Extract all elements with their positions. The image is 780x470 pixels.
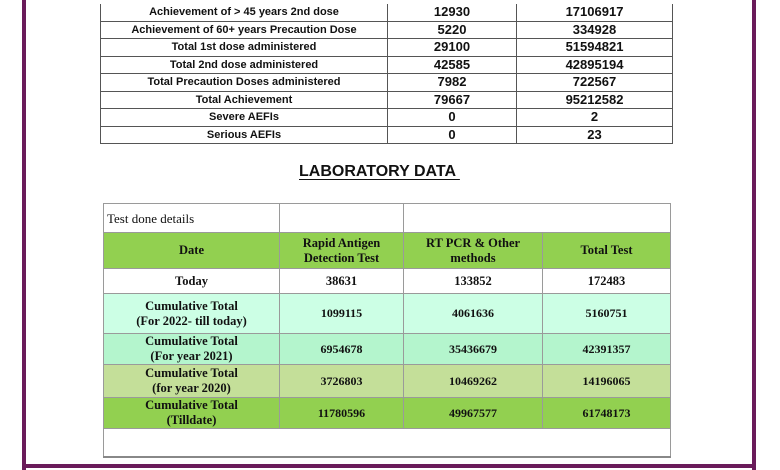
header-rapid bbox=[280, 233, 404, 269]
today-value: 5220 bbox=[388, 21, 517, 39]
cumulative-value: 23 bbox=[517, 126, 673, 144]
header-total bbox=[543, 233, 671, 269]
table-label: Test done details bbox=[104, 204, 280, 233]
date-cell bbox=[104, 269, 280, 294]
today-value: 0 bbox=[388, 126, 517, 144]
row-label: Achievement of 60+ years Precaution Dose bbox=[101, 21, 388, 39]
header-rtpcr bbox=[404, 233, 543, 269]
cumulative-value: 42895194 bbox=[517, 56, 673, 74]
date-cell bbox=[104, 398, 280, 429]
rtpcr-value: 49967577 bbox=[404, 398, 543, 429]
table-row bbox=[101, 56, 673, 74]
row-label: Total 2nd dose administered bbox=[101, 56, 388, 74]
header-rtpcr-line1: RT PCR & Other bbox=[425, 235, 521, 250]
cumulative-value: 334928 bbox=[517, 21, 673, 39]
today-value: 12930 bbox=[388, 4, 517, 21]
today-value: 29100 bbox=[388, 39, 517, 57]
table-row bbox=[104, 365, 671, 398]
header-date-label: Date bbox=[179, 243, 204, 257]
table-row bbox=[101, 74, 673, 92]
rapid-value: 38631 bbox=[280, 269, 404, 294]
table-row bbox=[101, 21, 673, 39]
row-label: Total Precaution Doses administered bbox=[101, 74, 388, 92]
cumulative-value: 17106917 bbox=[517, 4, 673, 21]
total-value: 42391357 bbox=[543, 334, 671, 365]
total-value: 5160751 bbox=[543, 294, 671, 334]
table-label-row bbox=[104, 204, 671, 233]
rtpcr-value: 133852 bbox=[404, 269, 543, 294]
header-rapid-line2: Detection Test bbox=[303, 250, 380, 265]
rapid-value: 1099115 bbox=[280, 294, 404, 334]
date-sublabel: (For year 2021) bbox=[150, 349, 233, 363]
total-value: 172483 bbox=[543, 269, 671, 294]
empty-cell bbox=[104, 429, 671, 458]
vaccination-table bbox=[100, 4, 673, 144]
empty-cell bbox=[280, 204, 404, 233]
date-sublabel: (for year 2020) bbox=[152, 381, 231, 395]
page-border-left bbox=[22, 0, 26, 470]
cumulative-value: 722567 bbox=[517, 74, 673, 92]
date-cell bbox=[104, 334, 280, 365]
header-date bbox=[104, 233, 280, 269]
table-row bbox=[104, 269, 671, 294]
rapid-value: 11780596 bbox=[280, 398, 404, 429]
table-row bbox=[104, 398, 671, 429]
date-sublabel: (Tilldate) bbox=[166, 413, 217, 427]
page-border-bottom bbox=[22, 464, 756, 468]
date-sublabel: (For 2022- till today) bbox=[136, 313, 247, 328]
date-label: Cumulative Total bbox=[145, 366, 238, 380]
date-cell bbox=[104, 294, 280, 334]
total-value: 61748173 bbox=[543, 398, 671, 429]
header-row bbox=[104, 233, 671, 269]
header-rtpcr-line2: methods bbox=[450, 250, 496, 265]
today-value: 42585 bbox=[388, 56, 517, 74]
date-label: Cumulative Total bbox=[145, 298, 238, 313]
page-border-right bbox=[752, 0, 756, 470]
today-value: 79667 bbox=[388, 91, 517, 109]
row-label: Severe AEFIs bbox=[101, 109, 388, 127]
row-label: Total Achievement bbox=[101, 91, 388, 109]
rtpcr-value: 35436679 bbox=[404, 334, 543, 365]
date-cell bbox=[104, 365, 280, 398]
cumulative-value: 51594821 bbox=[517, 39, 673, 57]
table-row bbox=[101, 91, 673, 109]
today-value: 0 bbox=[388, 109, 517, 127]
rtpcr-value: 10469262 bbox=[404, 365, 543, 398]
total-value: 14196065 bbox=[543, 365, 671, 398]
header-rapid-line1: Rapid Antigen bbox=[302, 235, 381, 250]
row-label: Achievement of > 45 years 2nd dose bbox=[101, 4, 388, 21]
table-row bbox=[104, 334, 671, 365]
header-total-label: Total Test bbox=[580, 243, 633, 257]
date-label: Cumulative Total bbox=[145, 334, 238, 348]
table-row bbox=[101, 109, 673, 127]
row-label: Serious AEFIs bbox=[101, 126, 388, 144]
today-value: 7982 bbox=[388, 74, 517, 92]
table-row bbox=[101, 126, 673, 144]
cumulative-value: 95212582 bbox=[517, 91, 673, 109]
empty-cell bbox=[404, 204, 671, 233]
date-label: Today bbox=[175, 273, 208, 288]
date-label: Cumulative Total bbox=[145, 398, 238, 412]
rapid-value: 6954678 bbox=[280, 334, 404, 365]
rapid-value: 3726803 bbox=[280, 365, 404, 398]
section-title: LABORATORY DATA bbox=[299, 163, 460, 180]
row-label: Total 1st dose administered bbox=[101, 39, 388, 57]
table-row bbox=[101, 4, 673, 21]
laboratory-table bbox=[103, 203, 671, 458]
cumulative-value: 2 bbox=[517, 109, 673, 127]
table-row bbox=[104, 294, 671, 334]
rtpcr-value: 4061636 bbox=[404, 294, 543, 334]
empty-row bbox=[104, 429, 671, 458]
table-row bbox=[101, 39, 673, 57]
